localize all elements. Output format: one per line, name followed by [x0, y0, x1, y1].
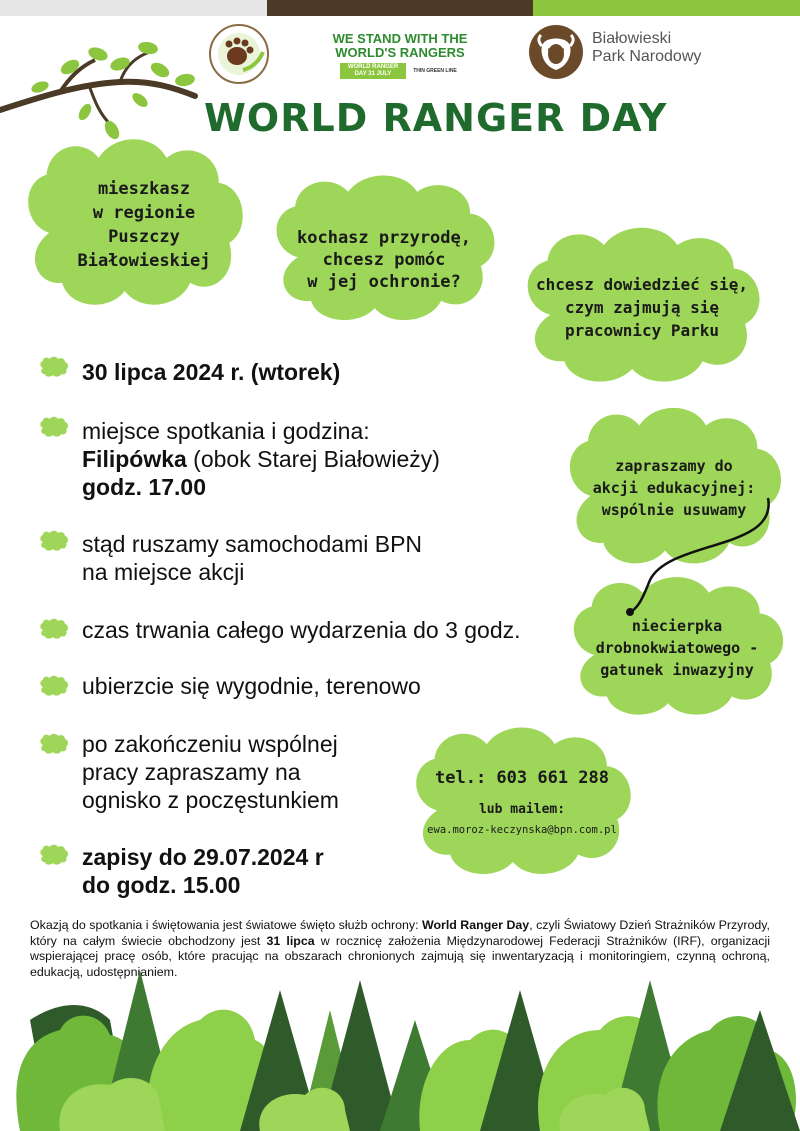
top-strip-brown	[267, 0, 533, 16]
park-name-line-1: Białowieski	[592, 30, 672, 47]
cloud-bullet-icon	[38, 416, 70, 438]
footer-bold-1: World Ranger Day	[421, 918, 530, 932]
cloud-region-line-1: mieszkasz	[97, 178, 191, 199]
departure-line-1: stąd ruszamy samochodami BPN	[82, 531, 423, 557]
tree-icon	[16, 970, 800, 1131]
cloud-nature-line-1: kochasz przyrodę,	[297, 228, 471, 248]
page-title: WORLD RANGER DAY	[204, 96, 668, 140]
footer-text-1: Okazją do spotkania i świętowania jest światowe święto służb ochrony:	[30, 918, 422, 932]
cloud-region-line-4: Białowieskiej	[77, 250, 211, 271]
campaign-line-1: WE STAND WITH THE	[332, 31, 468, 46]
cloud-bullet-icon	[38, 356, 70, 378]
cloud-learn-line-3: pracownicy Parku	[564, 320, 720, 340]
signup-line-2: do godz. 15.00	[82, 872, 241, 898]
cloud-region-line-2: w regionie	[92, 202, 196, 223]
cloud-species-line-1: niecierpka	[631, 617, 723, 635]
cloud-invite-line-3: wspólnie usuwamy	[601, 501, 747, 519]
contact-email[interactable]: ewa.moroz-keczynska@bpn.com.pl	[427, 824, 617, 836]
clothing-info: ubierzcie się wygodnie, terenowo	[82, 673, 421, 699]
top-strip-gray	[0, 0, 267, 16]
meeting-place	[82, 417, 440, 501]
cloud-learn	[508, 222, 776, 392]
cloud-species-line-3: gatunek inwazyjny	[600, 661, 754, 679]
contact-or-mail: lub mailem:	[478, 802, 566, 817]
campaign-badge: WORLD RANGER DAY 31 JULY	[340, 63, 406, 79]
footer-text-3: w rocznicę założenia Międzynarodowej Federacji Strażników (IRF), organizacji wspierającej pracę osób, które pracując na obszarach chronionych zajmują się inwentaryzacją i monitoringiem, czynną ochroną, edukacją, udostępnianiem.	[30, 933, 770, 979]
meeting-time: godz. 17.00	[82, 474, 206, 500]
cloud-nature-line-2: chcesz pomóc	[322, 250, 446, 270]
cloud-invite-line-1: zapraszamy do	[615, 457, 733, 475]
event-date-text: 30 lipca 2024 r. (wtorek)	[82, 359, 341, 385]
contact-phone[interactable]: tel.: 603 661 288	[435, 768, 609, 788]
duration-info: czas trwania całego wydarzenia do 3 godz.	[82, 617, 521, 643]
bison-logo-icon	[528, 24, 584, 80]
thin-green-line-logo: THIN GREEN LINE	[413, 68, 457, 74]
cloud-bullet-icon	[38, 844, 70, 866]
footer-bold-2: 31 lipca	[266, 933, 315, 948]
forest-illustration	[0, 960, 800, 1131]
meeting-place-name: Filipówka	[82, 446, 187, 472]
bonfire-line-2: pracy zapraszamy na	[82, 759, 301, 785]
cloud-bullet-icon	[38, 530, 70, 552]
bonfire-info	[82, 730, 339, 814]
bonfire-line-3: ognisko z poczęstunkiem	[82, 787, 339, 813]
meeting-place-label: miejsce spotkania i godzina:	[82, 418, 370, 444]
departure-info	[82, 530, 422, 586]
footer-text-2: , czyli Światowy Dzień Strażników Przyrody, który na całym świecie obchodzony jest	[30, 918, 771, 948]
cloud-species-line-2: drobnokwiatowego -	[595, 639, 759, 657]
cloud-contact	[398, 722, 646, 884]
cloud-bullet-icon	[38, 675, 70, 697]
cloud-bullet-icon	[38, 618, 70, 640]
cloud-learn-line-1: chcesz dowiedzieć się,	[536, 274, 748, 294]
bonfire-line-1: po zakończeniu wspólnej	[82, 731, 338, 757]
signup-line-1: zapisy do 29.07.2024 r	[82, 844, 324, 870]
top-strip-green	[533, 0, 800, 16]
campaign-logo	[330, 32, 470, 79]
cloud-nature	[258, 170, 510, 330]
event-date	[82, 358, 340, 386]
campaign-line-2: WORLD'S RANGERS	[335, 45, 465, 60]
cloud-region-line-3: Puszczy	[108, 226, 180, 247]
ranger-badge-icon	[207, 22, 271, 86]
park-name	[592, 30, 701, 66]
departure-line-2: na miejsce akcji	[82, 559, 245, 585]
connector-line	[600, 490, 790, 630]
cloud-invite-line-2: akcji edukacyjnej:	[592, 479, 756, 497]
cloud-region	[10, 133, 258, 316]
cloud-nature-line-3: w jej ochronie?	[307, 272, 461, 292]
signup-deadline	[82, 843, 324, 899]
park-name-line-2: Park Narodowy	[592, 48, 702, 65]
meeting-place-detail: (obok Starej Białowieży)	[186, 446, 440, 472]
cloud-learn-line-2: czym zajmują się	[564, 297, 720, 317]
cloud-bullet-icon	[38, 733, 70, 755]
branch-icon	[0, 42, 200, 142]
